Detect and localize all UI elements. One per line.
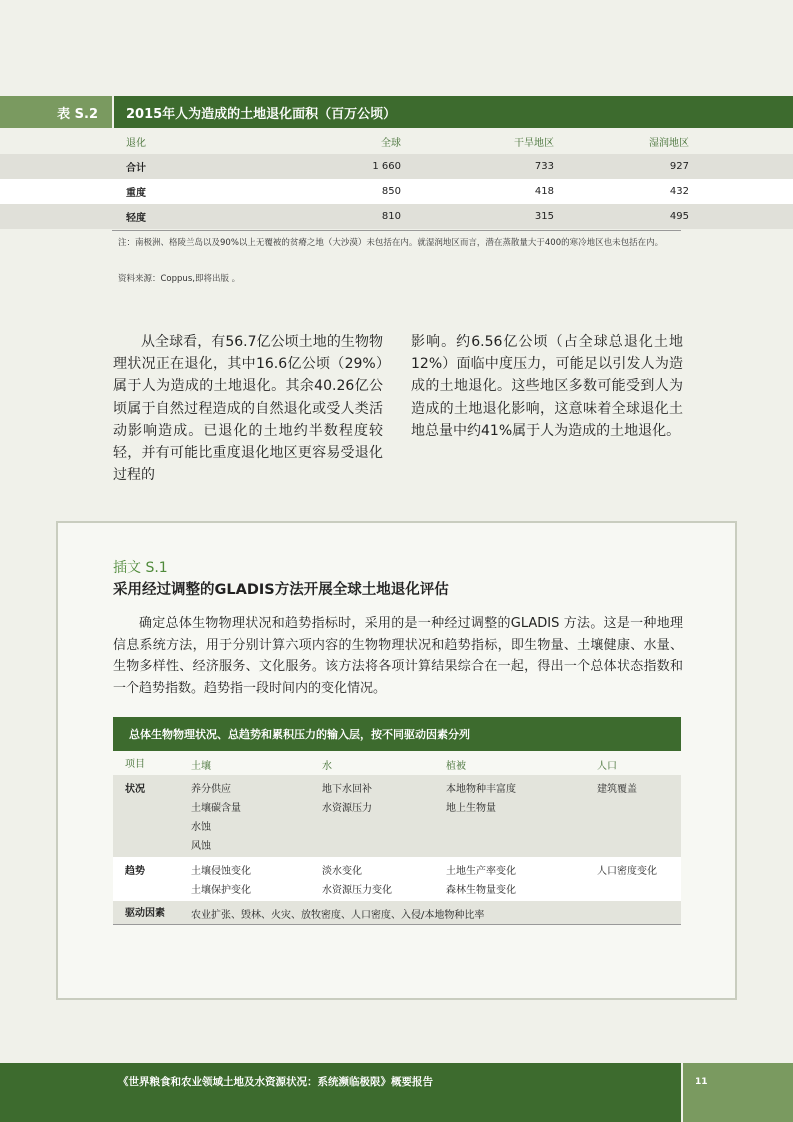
cell-item: 土壤侵蚀变化 [191, 866, 251, 877]
cell-item: 地上生物量 [446, 803, 496, 814]
table-cell: 315 [534, 211, 554, 222]
inner-col-header: 水 [322, 760, 332, 772]
cell-item: 本地物种丰富度 [446, 784, 516, 795]
table-cell [446, 862, 597, 901]
table-title: 2015年人为造成的土地退化面积（百万公顷） [112, 96, 793, 128]
table-cell: 农业扩张、毁林、火灾、放牧密度、人口密度、入侵/本地物种比率 [191, 909, 485, 921]
table-cell: 合计 [126, 163, 146, 174]
cell-item: 土壤保护变化 [191, 885, 251, 896]
row-key: 趋势 [125, 866, 145, 877]
table-header-row [0, 129, 793, 154]
cell-item: 水资源压力变化 [322, 885, 392, 896]
table-cell: 850 [381, 186, 401, 197]
table-note: 注：南极洲、格陵兰岛以及90%以上无覆被的贫瘠之地（大沙漠）未包括在内。就湿润地区而言，潜在蒸散量大于400的寒冷地区也未包括在内。 [118, 238, 664, 248]
table-cell [191, 862, 322, 901]
table-row [0, 179, 793, 204]
table-cell: 轻度 [126, 213, 146, 224]
table-cell: 418 [534, 186, 554, 197]
cell-item: 淡水变化 [322, 866, 362, 877]
cell-item: 水资源压力 [322, 803, 372, 814]
table-col-header: 退化 [126, 138, 146, 149]
body-text-left: 从全球看，有56.7亿公顷土地的生物物理状况正在退化，其中16.6亿公顷（29%）属于人为造成的土地退化。其余40.26亿公顷属于自然过程造成的自然退化或受人类活动影响造成。已退化的土地约半数程度较轻，并有可能比重度退化地区更容易受退化过程的 [113, 334, 383, 484]
degradation-table [0, 129, 793, 229]
cell-item: 土地生产率变化 [446, 866, 516, 877]
cell-item: 水蚀 [191, 822, 211, 833]
cell-item: 地下水回补 [322, 784, 372, 795]
box-text: 确定总体生物物理状况和趋势指标时，采用的是一种经过调整的GLADIS 方法。这是一种地理信息系统方法，用于分别计算六项内容的生物物理状况和趋势指标，即生物量、土壤健康、水量、生物多样性、经济服务、文化服务。该方法将各项计算结果综合在一起，得出一个总体状态指数和一个趋势指数。趋势指一段时间内的变化情况。 [113, 616, 683, 696]
input-layers-table [113, 753, 681, 925]
table-cell [322, 780, 446, 857]
table-cell [597, 862, 681, 901]
table-label: 表 S.2 [0, 96, 112, 128]
inner-table-divider [113, 924, 681, 925]
cell-item: 建筑覆盖 [597, 784, 637, 795]
page-footer [0, 1063, 793, 1122]
table-col-header: 湿润地区 [649, 138, 689, 149]
table-cell: 927 [669, 161, 689, 172]
body-text-right: 影响。约6.56亿公顷（占全球总退化土地12%）面临中度压力，可能足以引发人为造成的土地退化。这些地区多数可能受到人为造成的土地退化影响，这意味着全球退化土地总量中约41%属于人为造成的土地退化。 [411, 334, 683, 439]
table-cell: 810 [381, 211, 401, 222]
table-row [113, 775, 681, 857]
table-col-header: 全球 [381, 138, 401, 149]
cell-item: 土壤碳含量 [191, 803, 241, 814]
footer-title: 《世界粮食和农业领域土地及水资源状况：系统濒临极限》概要报告 [0, 1063, 681, 1122]
cell-item: 风蚀 [191, 841, 211, 852]
table-cell: 432 [669, 186, 689, 197]
page-number: 11 [681, 1063, 793, 1122]
table-cell: 733 [534, 161, 554, 172]
row-key: 状况 [125, 784, 145, 795]
inner-col-header: 人口 [597, 760, 617, 772]
table-source: 资料来源：Coppus,即将出版 。 [118, 274, 241, 284]
cell-item: 养分供应 [191, 784, 231, 795]
cell-item: 森林生物量变化 [446, 885, 516, 896]
table-cell [597, 780, 681, 857]
inner-table-title: 总体生物物理状况、总趋势和累积压力的输入层，按不同驱动因素分列 [113, 717, 681, 751]
table-row [0, 204, 793, 229]
table-divider [112, 230, 681, 231]
table-col-header: 干旱地区 [514, 138, 554, 149]
table-cell: 495 [669, 211, 689, 222]
table-cell [191, 780, 322, 857]
cell-item: 人口密度变化 [597, 866, 657, 877]
table-row [113, 901, 681, 925]
inner-col-header: 植被 [446, 760, 466, 772]
box-label: 插文 S.1 [113, 560, 168, 576]
box-title: 采用经过调整的GLADIS方法开展全球土地退化评估 [113, 582, 449, 598]
row-key: 驱动因素 [125, 907, 165, 919]
inner-col-header: 项目 [125, 758, 145, 770]
inner-table-header-row [113, 753, 681, 775]
table-row [113, 857, 681, 901]
table-cell [322, 862, 446, 901]
table-cell: 重度 [126, 188, 146, 199]
table-cell [446, 780, 597, 857]
table-header-bar [0, 96, 793, 128]
table-cell: 1 660 [372, 161, 401, 172]
table-row [0, 154, 793, 179]
inner-col-header: 土壤 [191, 760, 211, 772]
